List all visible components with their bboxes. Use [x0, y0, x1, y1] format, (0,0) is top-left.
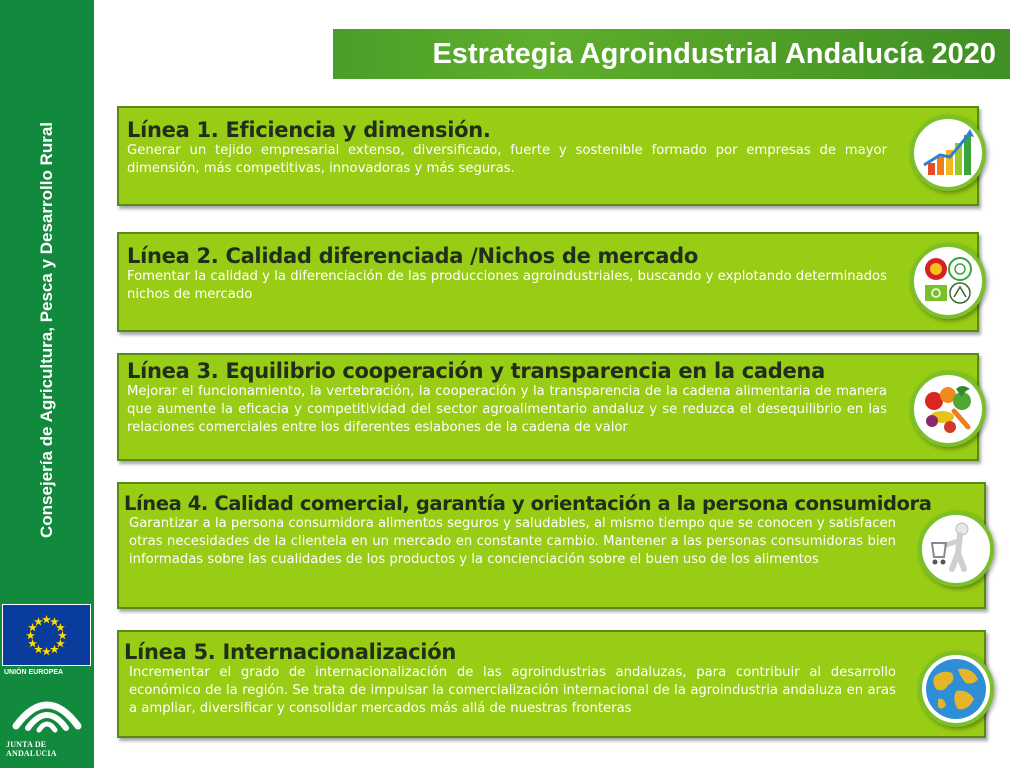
globe-icon: [918, 651, 994, 727]
line-4-card: [117, 482, 986, 609]
quality-seals-icon: [910, 243, 986, 319]
line-5-text: Incrementar el grado de internacionalización de las agroindustrias andaluzas, para contribuir al desarrollo económico de la región. Se trata de impulsar la comercialización internacional de la agroindustria andaluza en aras a ampliar, diversificar y consolidar mercados más allá de nuestras fronteras: [129, 665, 896, 716]
line-3-card: [117, 353, 979, 461]
line-1-card: [117, 106, 979, 206]
line-2-title: Línea 2. Calidad diferenciada /Nichos de mercado: [127, 244, 698, 268]
line-3-title: Línea 3. Equilibrio cooperación y transparencia en la cadena: [127, 359, 825, 383]
line-5-title: Línea 5. Internacionalización: [124, 640, 456, 664]
ministry-vertical-title: Consejería de Agricultura, Pesca y Desarrollo Rural: [37, 121, 56, 539]
line-1-text: Generar un tejido empresarial extenso, diversificado, fuerte y sostenible formado por empresas de mayor dimensión, más competitivas, innovadoras y más seguras.: [127, 143, 887, 176]
line-5-card: [117, 630, 986, 738]
sidebar: [0, 0, 94, 768]
line-4-title: Línea 4. Calidad comercial, garantía y orientación a la persona consumidora: [124, 492, 932, 515]
line-2-text: Fomentar la calidad y la diferenciación de las producciones agroindustriales, buscando y explotando determinados nichos de mercado: [127, 269, 887, 302]
eu-flag-icon: [2, 604, 91, 666]
page-title: Estrategia Agroindustrial Andalucía 2020: [432, 37, 996, 70]
line-3-text: Mejorar el funcionamiento, la vertebración, la cooperación y la transparencia de la cadena alimentaria de manera que aumente la eficacia y competitividad del sector agroalimentario andaluz y se reduzca el desequilibrio en las relaciones comerciales entre los diferentes eslabones de la cadena de valor: [127, 384, 887, 435]
junta-andalucia-logo-icon: [8, 682, 86, 738]
fruits-vegetables-icon: [910, 371, 986, 447]
title-bar: [333, 29, 1010, 79]
line-1-title: Línea 1. Eficiencia y dimensión.: [127, 118, 491, 142]
line-4-text: Garantizar a la persona consumidora alimentos seguros y saludables, al mismo tiempo que se conocen y satisfacen otras necesidades de la clientela en un mercado en constante cambio. Mantener a las personas consumidoras bien informadas sobre las cualidades de los productos y la concienciación sobre el buen uso de los alimentos: [129, 516, 896, 567]
growth-chart-icon: [910, 115, 986, 191]
line-2-card: [117, 232, 979, 332]
junta-andalucia-label: JUNTA DE ANDALUCIA: [6, 740, 57, 758]
shopping-cart-person-icon: [918, 511, 994, 587]
eu-label: UNIÓN EUROPEA: [4, 669, 64, 676]
